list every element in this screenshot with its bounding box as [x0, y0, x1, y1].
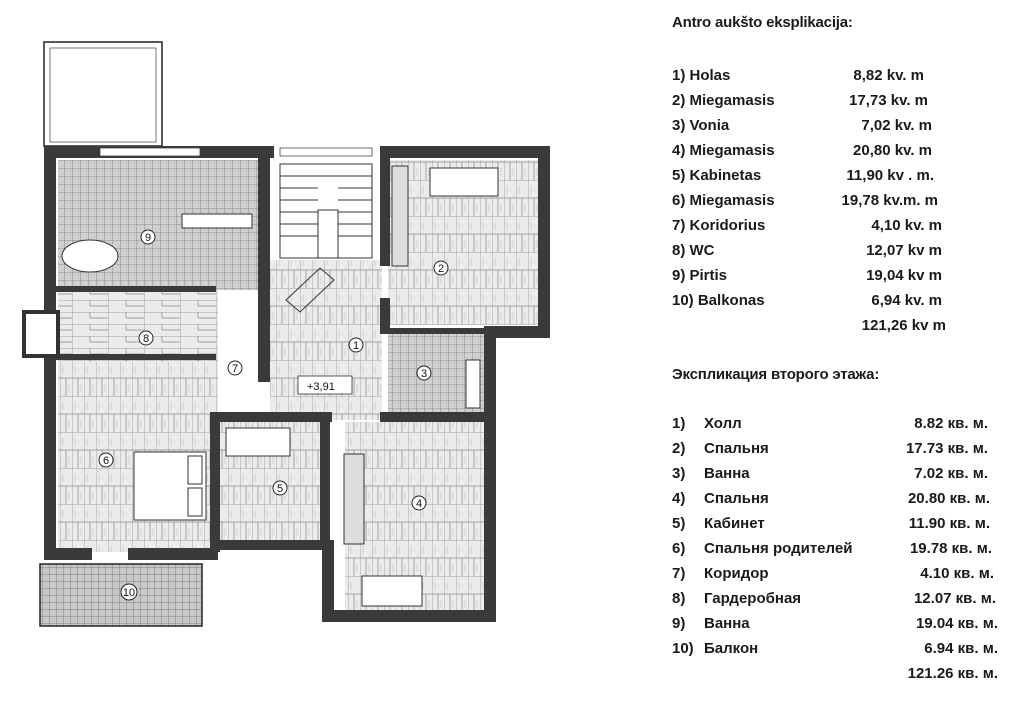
legend-lt-label: 3) Vonia — [672, 117, 730, 134]
legend-lt-area: 7,02 kv. m — [861, 117, 932, 134]
legend-ru-label: Спальня — [704, 490, 769, 507]
legend-ru-row — [672, 512, 1000, 537]
legend-lt-area: 19,78 kv.m. m — [841, 192, 938, 209]
legend-lt-row — [672, 289, 946, 314]
legend-lt-label: 5) Kabinetas — [672, 167, 762, 184]
balcony-top — [44, 42, 162, 146]
legend-ru-label: Кабинет — [704, 515, 765, 532]
room-number-9: 9 — [144, 232, 152, 244]
room-number-3: 3 — [420, 368, 428, 380]
balcony-10 — [40, 564, 202, 626]
legend-ru-row — [672, 437, 1000, 462]
legend-lt-label: 1) Holas — [672, 67, 731, 84]
legend-lt-area: 4,10 kv. m — [871, 217, 942, 234]
legend-ru-total-row — [672, 662, 1000, 687]
legend-ru-label: Балкон — [704, 640, 759, 657]
room-number-4: 4 — [415, 498, 423, 510]
window-top — [100, 148, 200, 156]
legend-lt-row — [672, 164, 946, 189]
legend-lt-area: 6,94 kv. m — [871, 292, 942, 309]
legend-ru-num: 10) — [672, 640, 694, 657]
room-number-10: 10 — [122, 587, 136, 599]
legend-ru-label: Холл — [704, 415, 742, 432]
legend-ru-area: 4.10 кв. м. — [920, 565, 994, 582]
level-mark: +3,91 — [307, 381, 335, 393]
bay-box — [24, 312, 58, 356]
legend-lt-total-row — [672, 314, 946, 339]
legend-lt-area: 12,07 kv m — [866, 242, 942, 259]
legend-lt-label: 4) Miegamasis — [672, 142, 775, 159]
legend-ru-area: 20.80 кв. м. — [907, 490, 990, 507]
legend-ru-label: Спальня — [704, 440, 769, 457]
legend-lithuanian — [672, 14, 946, 339]
legend-ru-num: 5) — [672, 515, 686, 532]
legend-ru-label: Коридор — [704, 565, 769, 582]
hall-floor — [270, 260, 382, 420]
legend-lt-row — [672, 89, 946, 114]
legend-ru-label: Ванна — [704, 465, 750, 482]
legend-ru-num: 2) — [672, 440, 686, 457]
legend-ru-row — [672, 412, 1000, 437]
legend-ru-num: 8) — [672, 590, 686, 607]
window-top-2 — [280, 148, 372, 156]
legend-ru-label: Гардеробная — [704, 590, 802, 607]
legend-lt-area: 8,82 kv. m — [853, 67, 924, 84]
legend-ru-num: 1) — [672, 415, 686, 432]
room-number-7: 7 — [231, 363, 239, 375]
legend-lt-label: 10) Balkonas — [672, 292, 765, 309]
legend-ru-area: 6.94 кв. м. — [924, 640, 998, 657]
legend-russian — [672, 366, 1000, 687]
legend-ru-area: 11.90 кв. м. — [908, 515, 990, 532]
room-number-6: 6 — [102, 455, 110, 467]
room-number-5: 5 — [276, 483, 284, 495]
legend-ru-row — [672, 562, 1000, 587]
legend-ru-label: Спальня родителей — [704, 540, 853, 557]
room-number-8: 8 — [142, 333, 150, 345]
legend-lt-row — [672, 64, 946, 89]
legend-ru-row — [672, 587, 1000, 612]
legend-lt-title: Antro aukšto eksplikacija: — [672, 14, 853, 31]
legend-ru-area: 12.07 кв. м. — [913, 590, 996, 607]
legend-lt-row — [672, 264, 946, 289]
legend-ru-num: 6) — [672, 540, 686, 557]
room-number-1: 1 — [352, 340, 360, 352]
legend-lt-area: 20,80 kv. m — [853, 142, 932, 159]
legend-lt-area: 17,73 kv. m — [849, 92, 928, 109]
legend-ru-area: 19.04 кв. м. — [915, 615, 998, 632]
legend-lt-row — [672, 189, 946, 214]
legend-lt-area: 11,90 kv . m. — [846, 167, 934, 184]
legend-ru-num: 7) — [672, 565, 686, 582]
legend-ru-area: 8.82 кв. м. — [914, 415, 988, 432]
room-number-2: 2 — [437, 263, 445, 275]
legend-lt-total: 121,26 kv m — [861, 317, 946, 334]
legend-lt-label: 9) Pirtis — [672, 267, 728, 284]
legend-ru-row — [672, 487, 1000, 512]
room-6-floor — [58, 290, 218, 362]
legend-ru-label: Ванна — [704, 615, 750, 632]
legend-lt-row — [672, 214, 946, 239]
legend-ru-area: 19.78 кв. м. — [909, 540, 992, 557]
legend-ru-row — [672, 537, 1000, 562]
legend-ru-row — [672, 462, 1000, 487]
legend-ru-area: 17.73 кв. м. — [905, 440, 988, 457]
legend-ru-num: 9) — [672, 615, 686, 632]
legend-ru-title: Экспликация второго этажа: — [672, 366, 880, 383]
legend-lt-row — [672, 239, 946, 264]
legend-ru-num: 4) — [672, 490, 686, 507]
legend-ru-area: 7.02 кв. м. — [914, 465, 988, 482]
legend-lt-label: 2) Miegamasis — [672, 92, 775, 109]
legend-ru-total: 121.26 кв. м. — [907, 665, 998, 682]
legend-ru-row — [672, 637, 1000, 662]
legend-lt-label: 6) Miegamasis — [672, 192, 775, 209]
legend-lt-label: 7) Koridorius — [672, 217, 766, 234]
legend-lt-row — [672, 114, 946, 139]
legend-lt-row — [672, 139, 946, 164]
legend-lt-label: 8) WC — [672, 242, 715, 259]
legend-ru-num: 3) — [672, 465, 686, 482]
legend-lt-area: 19,04 kv m — [866, 267, 942, 284]
legend-ru-row — [672, 612, 1000, 637]
